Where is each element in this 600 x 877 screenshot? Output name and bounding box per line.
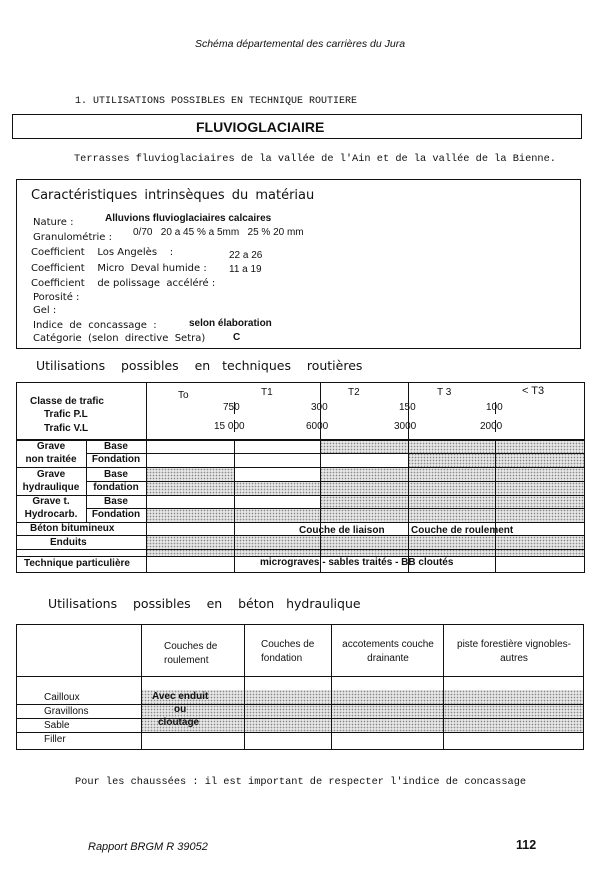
class-t3: T 3: [437, 387, 452, 398]
tpl-label: Trafic P.L: [44, 409, 88, 420]
material-title: FLUVIOGLACIAIRE: [196, 119, 325, 135]
row-gh-base: Base: [104, 469, 128, 480]
row-gth-2: Hydrocarb.: [24, 509, 78, 520]
col-fondation: Couches de fondation: [261, 639, 315, 664]
pl-150: 150: [399, 402, 416, 413]
row-gnt-fond: Fondation: [91, 454, 141, 465]
row-gravillons: Gravillons: [44, 706, 89, 717]
categorie-value: C: [233, 332, 241, 343]
class-t2: T2: [348, 387, 360, 398]
row-gth-base: Base: [104, 496, 128, 507]
concassage-value: selon élaboration: [189, 318, 272, 329]
row-sable: Sable: [44, 720, 70, 731]
gel-label: Gel :: [33, 305, 57, 316]
characteristics-heading: Caractéristiques intrinsèques du matériau: [31, 188, 315, 203]
row-gth-fond: Fondation: [91, 509, 141, 520]
vl-3000: 3000: [394, 421, 417, 432]
row-gh-2: hydraulique: [22, 482, 80, 493]
beton-table: [16, 624, 584, 750]
footer-note: Pour les chaussées : il est important de respecter l'indice de concassage: [75, 776, 527, 788]
report-reference: Rapport BRGM R 39052: [88, 841, 208, 853]
concassage-label: Indice de concassage :: [33, 320, 157, 331]
row-gnt-base: Base: [104, 441, 128, 452]
row-filler: Filler: [44, 734, 66, 745]
row-gnt-1: Grave: [36, 441, 66, 452]
technique-value: micrograves - sables traités - BB cloutés: [260, 557, 454, 568]
col-accotements: accotements couche drainante: [342, 639, 434, 664]
la-value: 22 a 26: [229, 250, 263, 261]
title-box: [12, 114, 582, 139]
row-gh-fond: fondation: [93, 482, 139, 493]
characteristics-box: [16, 179, 581, 349]
note-cloutage: cloutage: [158, 717, 200, 728]
granulo-label: Granulométrie :: [33, 232, 112, 243]
pl-750: 750: [223, 402, 240, 413]
note-ou: ou: [174, 704, 187, 715]
nature-label: Nature :: [33, 217, 74, 228]
routieres-heading: Utilisations possibles en techniques routières: [36, 358, 363, 373]
row-gth-1: Grave t.: [32, 496, 70, 507]
la-label: Coefficient Los Angelès :: [31, 247, 174, 258]
col-piste: piste forestière vignobles-autres: [457, 639, 571, 664]
col-roulement: Couches de roulement: [164, 641, 218, 666]
vl-2000: 2000: [480, 421, 503, 432]
couche-roulement: Couche de roulement: [411, 525, 514, 536]
row-enduits: Enduits: [50, 537, 87, 548]
categorie-label: Catégorie (selon directive Setra): [33, 333, 206, 344]
nature-value: Alluvions fluvioglaciaires calcaires: [105, 213, 272, 224]
note-enduit: Avec enduit: [152, 691, 209, 702]
row-gh-1: Grave: [36, 469, 66, 480]
page-number: 112: [516, 838, 537, 852]
pl-100: 100: [486, 402, 503, 413]
classe-label: Classe de trafic: [30, 396, 104, 407]
class-t0: To: [178, 390, 189, 401]
section-title: 1. UTILISATIONS POSSIBLES EN TECHNIQUE ROUTIERE: [75, 96, 358, 107]
page-header: Schéma départemental des carrières du Jura: [194, 38, 406, 50]
granulo-value: 0/70 20 a 45 % a 5mm 25 % 20 mm: [133, 227, 304, 238]
vl-15000: 15 000: [214, 421, 245, 432]
pl-300: 300: [311, 402, 328, 413]
cpa-label: Coefficient de polissage accéléré :: [31, 278, 216, 289]
mde-label: Coefficient Micro Deval humide :: [31, 263, 207, 274]
couche-liaison: Couche de liaison: [299, 525, 385, 536]
class-t1: T1: [261, 387, 273, 398]
row-cailloux: Cailloux: [44, 692, 80, 703]
row-beton: Béton bitumineux: [30, 523, 115, 534]
beton-heading: Utilisations possibles en béton hydraulique: [48, 596, 361, 611]
row-technique: Technique particulière: [24, 558, 130, 569]
vl-6000: 6000: [306, 421, 329, 432]
porosite-label: Porosité :: [33, 292, 80, 303]
tvl-label: Trafic V.L: [44, 423, 89, 434]
description: Terrasses fluvioglaciaires de la vallée de l'Ain et de la vallée de la Bienne.: [74, 153, 556, 165]
routieres-table: [16, 382, 585, 573]
row-gnt-2: non traitée: [25, 454, 77, 465]
class-lt3: < T3: [522, 385, 545, 397]
mde-value: 11 a 19: [229, 264, 262, 275]
